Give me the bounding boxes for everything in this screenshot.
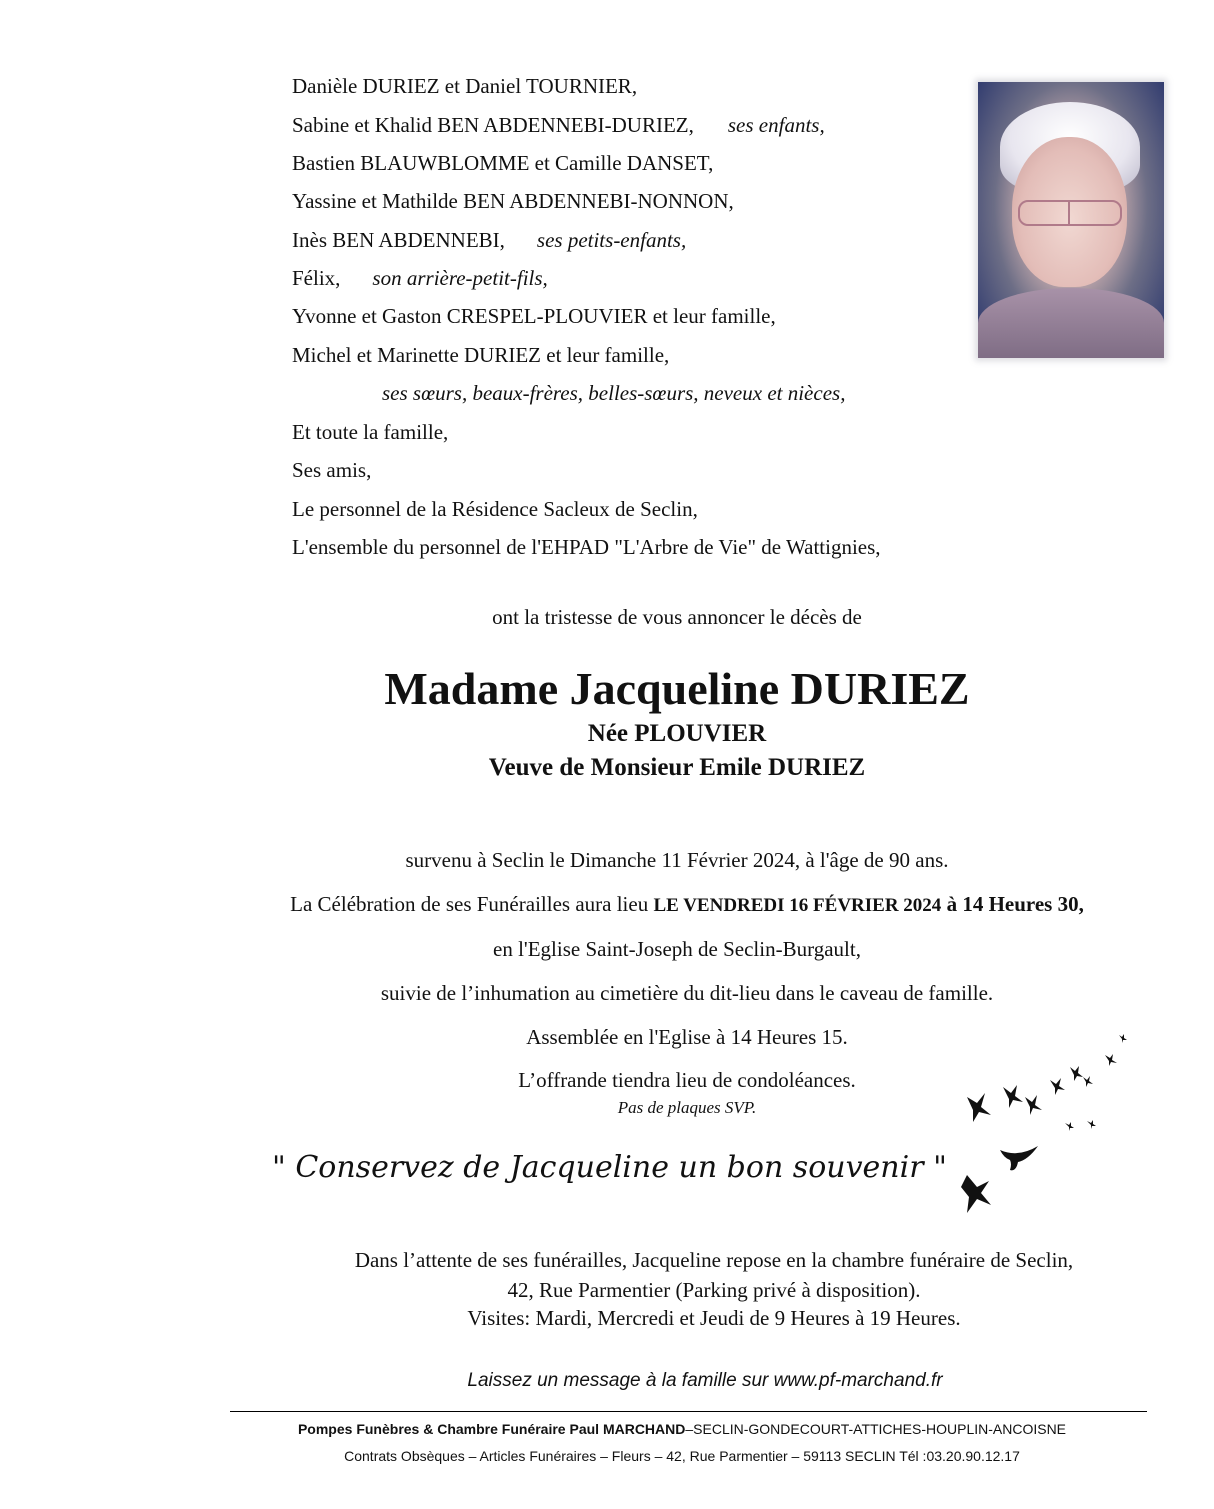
footer-divider [230,1411,1147,1412]
family-line-3: Bastien BLAUWBLOMME et Camille DANSET, [292,151,714,175]
announce-text: ont la tristesse de vous annoncer le décès de [492,605,862,629]
others-line-3: Le personnel de la Résidence Sacleux de Seclin, [292,497,698,521]
others-line-1: Et toute la famille, [292,420,449,444]
rest-line-1: Dans l’attente de ses funérailles, Jacqueline repose en la chambre funéraire de Seclin, [354,1248,1074,1272]
rest-line-3: Visites: Mardi, Mercredi et Jeudi de 9 Heures à 19 Heures. [467,1306,961,1330]
footer-company: Pompes Funèbres & Chambre Funéraire Paul MARCHAND–SECLIN-GONDECOURT-ATTICHES-HOUPLIN-ANCOISNE [297,1421,1067,1437]
family-line-8: Michel et Marinette DURIEZ et leur famille, [292,343,670,367]
relation-note: son arrière-petit-fils, [372,266,548,290]
maiden-name: Née PLOUVIER [587,720,767,747]
family-line-7: Yvonne et Gaston CRESPEL-PLOUVIER et leur famille, [292,304,776,328]
family-line-1: Danièle DURIEZ et Daniel TOURNIER, [292,74,638,98]
church-line: en l'Eglise Saint-Joseph de Seclin-Burgault, [493,937,861,961]
deceased-name: Madame Jacqueline DURIEZ [384,663,970,714]
others-line-4: L'ensemble du personnel de l'EHPAD "L'Arbre de Vie" de Wattignies, [292,535,881,559]
siblings-note: ses sœurs, beaux-frères, belles-sœurs, neveux et nièces, [382,381,846,405]
no-plaques-note: Pas de plaques SVP. [617,1098,757,1117]
widow-of: Veuve de Monsieur Emile DURIEZ [488,754,866,781]
flying-birds-illustration [955,1025,1140,1220]
ceremony-time: à 14 Heures 30, [946,892,1084,916]
assembly-line: Assemblée en l'Eglise à 14 Heures 15. [526,1025,848,1049]
family-line-6: Félix, son arrière-petit-fils, [292,266,548,290]
footer-services: Contrats Obsèques – Articles Funéraires – Fleurs – 42, Rue Parmentier – 59113 SECLIN Tél :03.20.90.12.17 [344,1448,1020,1464]
rest-line-2: 42, Rue Parmentier (Parking privé à disposition). [507,1278,921,1302]
others-line-2: Ses amis, [292,458,372,482]
burial-line: suivie de l’inhumation au cimetière du dit-lieu dans le caveau de famille. [380,981,994,1005]
offering-line: L’offrande tiendra lieu de condoléances. [518,1068,856,1092]
relation-note: ses petits-enfants, [536,228,687,252]
online-message-link[interactable]: Laissez un message à la famille sur www.pf-marchand.fr [467,1370,943,1391]
quote-text: " Conservez de Jacqueline un bon souvenir " [272,1150,947,1185]
death-details: survenu à Seclin le Dimanche 11 Février 2024, à l'âge de 90 ans. [405,848,949,872]
ceremony-date: LE VENDREDI 16 FÉVRIER 2024 [653,895,942,916]
family-line-4: Yassine et Mathilde BEN ABDENNEBI-NONNON, [292,189,734,213]
family-line-5: Inès BEN ABDENNEBI, ses petits-enfants, [292,228,687,252]
relation-note: ses enfants, [727,113,825,137]
ceremony-line: La Célébration de ses Funérailles aura lieu LE VENDREDI 16 FÉVRIER 2024 à 14 Heures 30, [290,892,1084,916]
family-line-2: Sabine et Khalid BEN ABDENNEBI-DURIEZ, ses enfants, [292,113,825,137]
portrait-photo [978,82,1164,358]
